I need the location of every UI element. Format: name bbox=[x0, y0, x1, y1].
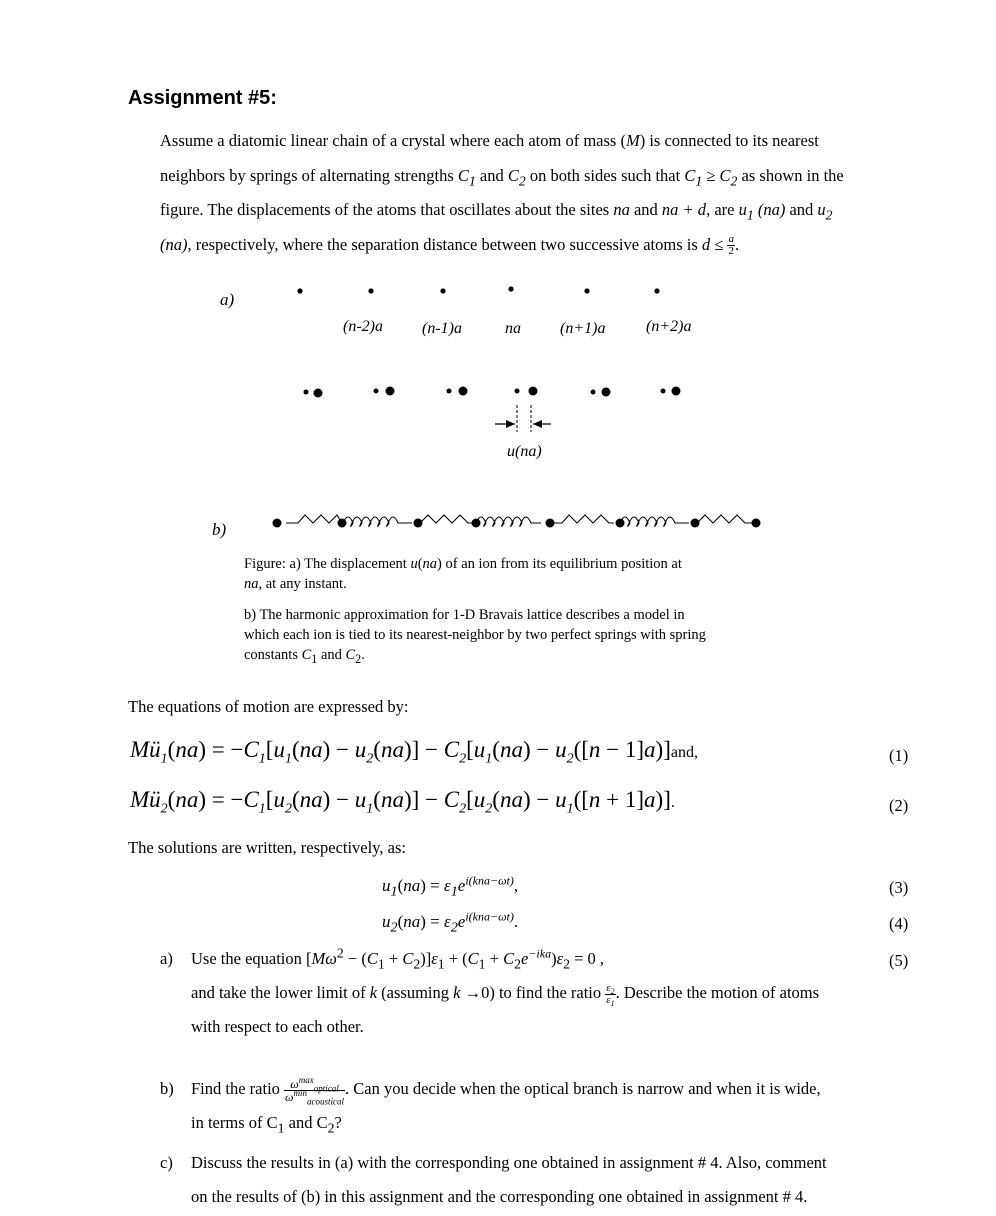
question-b bbox=[191, 1072, 961, 1140]
equation-4: $u_2(na) = \varepsilon_2e^{i(kna-\omega t)}$. bbox=[382, 909, 519, 936]
equation-1-number: (1) bbox=[889, 746, 909, 765]
page-title: Assignment #5: bbox=[128, 87, 277, 109]
question-a-line-1: Use the equation $[M\omega^2 - (C_1 + C_2)]\varepsilon_1 + (C_1 + C_2e^{-ika})\varepsilon_2 = 0$ , bbox=[191, 945, 605, 972]
intro-paragraph bbox=[160, 124, 960, 262]
site-label-n-minus-1: (n-1)a bbox=[422, 320, 462, 337]
question-b-line-1: Find the ratio $\frac{\omega^{max}_{optical}}{\omega^{min}_{acoustical}}$ . Can you decide when the optical branch is narrow and when it is wide, bbox=[191, 1074, 821, 1107]
figure-label-a: a) bbox=[220, 290, 235, 309]
equation-5-number: (5) bbox=[889, 951, 909, 970]
caption-b-line-2: which each ion is tied to its nearest-neighbor by two perfect springs with spring bbox=[244, 627, 706, 643]
intro-line-4: (na), respectively, where the separation distance between two successive atoms is d ≤ $\frac{a}{2}$ . bbox=[160, 233, 740, 258]
figure-label-b: b) bbox=[212, 520, 227, 539]
caption-b-line-1: b) The harmonic approximation for 1-D Bravais lattice describes a model in bbox=[244, 607, 685, 623]
question-b-marker: b) bbox=[160, 1079, 174, 1098]
chain-figure bbox=[0, 270, 996, 540]
question-c-marker: c) bbox=[160, 1153, 173, 1172]
figure-caption bbox=[244, 554, 804, 665]
question-b-line-2: in terms of $C_1$ and $C_2$? bbox=[191, 1113, 342, 1136]
question-a-line-2: and take the lower limit of k (assuming k →0) to find the ratio $\frac{\varepsilon_2}{\varepsilon_1}$ . Describe the motion of atoms bbox=[191, 981, 820, 1008]
spring-chain bbox=[286, 515, 752, 527]
equation-2-number: (2) bbox=[889, 796, 909, 815]
site-label-n-plus-2: (n+2)a bbox=[646, 318, 692, 335]
question-a bbox=[191, 942, 951, 1044]
question-a-line-3: with respect to each other. bbox=[191, 1017, 364, 1036]
question-c-line-2: on the results of (b) in this assignment and the corresponding one obtained in assignment # 4. bbox=[191, 1187, 808, 1206]
question-a-marker: a) bbox=[160, 949, 173, 968]
intro-line-1: Assume a diatomic linear chain of a crystal where each atom of mass (M) is connected to its nearest bbox=[160, 131, 819, 150]
caption-a-line-2: na, at any instant. bbox=[244, 576, 347, 592]
question-c-line-1: Discuss the results in (a) with the corresponding one obtained in assignment # 4. Also, comment bbox=[191, 1153, 827, 1172]
caption-b-line-3: constants $C_1$ and $C_2$. bbox=[244, 647, 365, 666]
caption-a-line-1: Figure: a) The displacement u(na) of an ion from its equilibrium position at bbox=[244, 556, 682, 572]
question-c bbox=[191, 1146, 961, 1214]
intro-line-3: figure. The displacements of the atoms that oscillates about the sites na and na + d, are $u_1$ (na) and $u_2$ bbox=[160, 200, 833, 223]
intro-line-2: neighbors by springs of alternating strengths $C_1$ and $C_2$ on both sides such that $C_1 \ge C_2$ as shown in the bbox=[160, 165, 844, 188]
displaced-atom-pairs bbox=[304, 387, 681, 398]
equation-3-number: (3) bbox=[889, 878, 909, 897]
displacement-indicator bbox=[495, 405, 551, 432]
solutions-intro: The solutions are written, respectively, as: bbox=[128, 838, 406, 857]
site-label-n-minus-2: (n-2)a bbox=[343, 318, 383, 335]
site-label-n-plus-1: (n+1)a bbox=[560, 320, 606, 337]
equations-intro: The equations of motion are expressed by: bbox=[128, 697, 409, 716]
equation-1: $Mü_1(na) = -C_1[u_1(na) - u_2(na)] - C_2[u_1(na) - u_2([n - 1]a)]and$, bbox=[130, 737, 698, 767]
equation-3: $u_1(na) = \varepsilon_1e^{i(kna-\omega t)}$, bbox=[382, 873, 519, 900]
displacement-label: u(na) bbox=[507, 443, 542, 460]
equation-4-number: (4) bbox=[889, 914, 909, 933]
site-label-n: na bbox=[505, 320, 521, 337]
equilibrium-site-dots bbox=[297, 286, 659, 293]
equation-2: $Mü_2(na) = -C_1[u_2(na) - u_1(na)] - C_2[u_2(na) - u_1([n + 1]a)]$. bbox=[130, 787, 675, 817]
